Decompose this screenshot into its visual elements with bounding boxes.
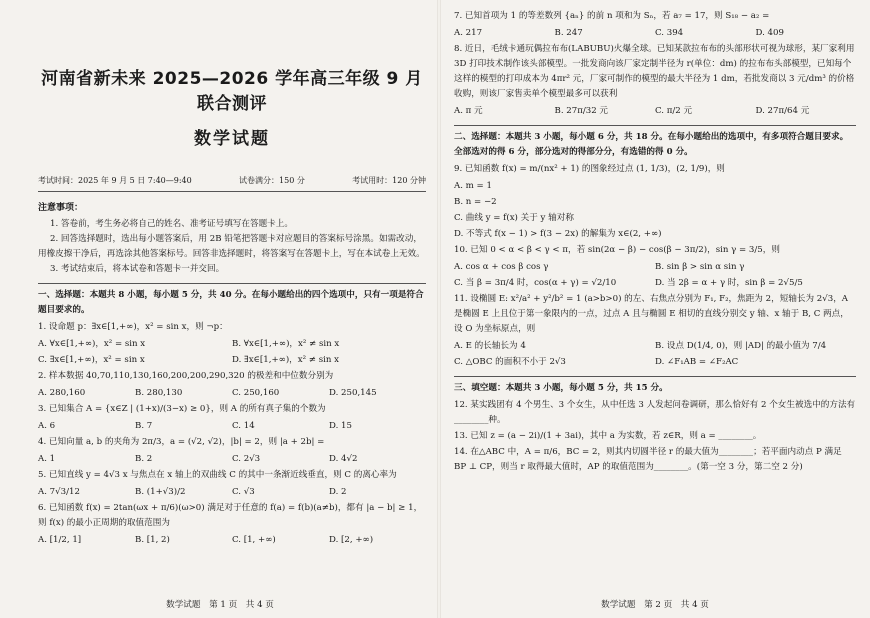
option-b: B. 2 — [135, 454, 153, 464]
option-c: C. 曲线 y = f(x) 关于 y 轴对称 — [454, 213, 574, 223]
section-heading: 三、填空题：本题共 3 小题，每小题 5 分，共 15 分。 — [454, 376, 856, 396]
exam-duration: 考试用时：120 分钟 — [352, 176, 426, 185]
option-b: B. [1, 2) — [135, 535, 170, 545]
option-list — [38, 451, 426, 467]
option-b: B. 7 — [135, 421, 153, 431]
question-stem: 1. 设命题 p：∃x∈[1,+∞)，x² = sin x，则 ¬p： — [38, 322, 228, 332]
option-a: A. cos α + cos β cos γ — [454, 262, 549, 272]
option-b: B. sin β > sin α sin γ — [655, 262, 745, 272]
option-a: A. 1 — [38, 454, 56, 464]
option-c: C. ∃x∈[1,+∞)，x² = sin x — [38, 355, 145, 365]
option-d: D. 27π/64 元 — [755, 106, 810, 116]
option-a: A. 217 — [454, 28, 483, 38]
notice-item: 2. 回答选择题时，选出每小题答案后，用 2B 铅笔把答题卡对应题目的答案标号涂黑。如需改动，用橡皮擦干净后，再选涂其他答案标号。回答非选择题时，将答案写在答题卡上，写在本试卷上无效。 — [38, 234, 425, 259]
option-list — [454, 103, 856, 119]
notice-item: 3. 考试结束后，将本试卷和答题卡一并交回。 — [50, 264, 225, 274]
option-a: A. m = 1 — [454, 181, 492, 191]
question-stem: 7. 已知首项为 1 的等差数列 {aₙ} 的前 n 项和为 Sₙ，若 a₇ = 17，则 S₁₈ − a₂ = — [454, 11, 770, 21]
option-a: A. E 的长轴长为 4 — [454, 341, 526, 351]
exam-score: 试卷满分：150 分 — [239, 176, 305, 185]
option-list — [38, 385, 426, 401]
exam-time: 考试时间：2025 年 9 月 5 日 7:40—9:40 — [38, 176, 192, 185]
option-d: D. ∃x∈[1,+∞)，x² ≠ sin x — [232, 355, 340, 365]
option-b: B. 设点 D(1/4, 0)，则 |AD| 的最小值为 7/4 — [655, 341, 827, 351]
option-a: A. ∀x∈[1,+∞)，x² = sin x — [38, 339, 146, 349]
exam-title: 河南省新未来 2025—2026 学年高三年级 9 月联合测评 — [41, 69, 423, 114]
question-stem: 9. 已知函数 f(x) = m/(nx² + 1) 的图象经过点 (1, 1/3)，(2, 1/9)，则 — [454, 164, 725, 174]
option-list — [38, 484, 426, 500]
option-c: C. △OBC 的面积不小于 2√3 — [454, 357, 566, 367]
option-a: A. [1/2, 1] — [38, 535, 82, 545]
option-d: D. 不等式 f(x − 1) > f(3 − 2x) 的解集为 x∈(2, +∞) — [454, 229, 662, 239]
option-b: B. 27π/32 元 — [554, 106, 609, 116]
page-footer: 数学试题 第 2 页 共 4 页 — [601, 600, 709, 610]
option-d: D. 4√2 — [329, 454, 358, 464]
option-c: C. π/2 元 — [655, 106, 693, 116]
option-d: D. [2, +∞) — [329, 535, 374, 545]
fill-question: 13. 已知 z = (a − 2i)/(1 + 3ai)，其中 a 为实数，若 z∈R，则 a = ________。 — [454, 431, 762, 441]
option-d: D. 15 — [329, 421, 352, 431]
option-c: C. 394 — [655, 28, 684, 38]
option-c: C. 2√3 — [232, 454, 261, 464]
notice-item: 1. 答卷前，考生务必将自己的姓名、准考证号填写在答题卡上。 — [50, 219, 293, 229]
option-c: C. 250,160 — [232, 388, 280, 398]
option-d: D. 2 — [329, 487, 347, 497]
option-list — [38, 532, 426, 548]
option-c: C. 14 — [232, 421, 255, 431]
question-stem: 8. 近日，毛绒卡通玩偶拉布布(LABUBU)火爆全球。已知某款拉布布的头部形状可视为球形，某厂家利用 3D 打印技术制作该头部模型。一批发商向该厂家定制半径为 r(单位：dm) 的拉布布头部模型，已知每个这样的模型的打印成本为 4πr² 元，厂家可制作的模型的最大半径为 1 dm，若批发商以 3 元/dm³ 的价格收购，则该厂家售卖单个模型最多可以获利 — [454, 44, 855, 99]
option-a: A. 280,160 — [38, 388, 86, 398]
option-b: B. n = −2 — [454, 197, 497, 207]
question-stem: 5. 已知直线 y = 4√3 x 与焦点在 x 轴上的双曲线 C 的其中一条渐近线垂直，则 C 的离心率为 — [38, 470, 397, 480]
fill-question: 12. 某实践团有 4 个男生、3 个女生，从中任选 3 人发起问卷调研，那么恰好有 2 个女生被选中的方法有________种。 — [454, 400, 856, 425]
option-list — [454, 259, 856, 291]
option-d: D. 409 — [755, 28, 784, 38]
option-a: A. π 元 — [454, 106, 483, 116]
option-list — [454, 338, 856, 370]
option-d: D. 250,145 — [329, 388, 377, 398]
option-a: A. 6 — [38, 421, 56, 431]
exam-info-bar — [38, 175, 426, 192]
option-list — [38, 418, 426, 434]
question-stem: 10. 已知 0 < α < β < γ < π，若 sin(2α − β) − cos(β − 3π/2)，sin γ = 3/5，则 — [454, 245, 780, 255]
notice-title: 注意事项： — [38, 203, 84, 213]
option-c: C. 当 β = 3π/4 时，cos(α + γ) = √2/10 — [454, 278, 617, 288]
question-list — [454, 162, 856, 370]
question-stem: 4. 已知向量 a, b 的夹角为 2π/3，a = (√2, √2)，|b| = 2，则 |a + 2b| = — [38, 437, 325, 447]
option-b: B. 247 — [554, 28, 583, 38]
option-d: D. ∠F₁AB = ∠F₂AC — [655, 357, 739, 367]
page-footer: 数学试题 第 1 页 共 4 页 — [166, 600, 274, 610]
question-stem: 11. 设椭圆 E: x²/a² + y²/b² = 1 (a>b>0) 的左、右焦点分别为 F₁, F₂，焦距为 2，短轴长为 2√3，A 是椭圆 E 上且位于第一象限内的一点，过点 A 且与椭圆 E 相切的直线分别交 y 轴、x 轴于 B, C 两点，设 O 为坐标原点，则 — [454, 294, 849, 334]
section-heading: 二、选择题：本题共 3 小题，每小题 6 分，共 18 分。在每小题给出的选项中，有多项符合题目要求。全部选对的得 6 分，部分选对的得部分分，有选错的得 0 分。 — [454, 125, 856, 160]
question-stem: 6. 已知函数 f(x) = 2tan(ωx + π/6)(ω>0) 满足对于任意的 f(a) = f(b)(a≠b)，都有 |a − b| ≥ 1，则 f(x) 的最小正周期的取值范围为 — [38, 503, 423, 528]
question-stem: 2. 样本数据 40,70,110,130,160,200,200,290,320 的极差和中位数分别为 — [38, 371, 334, 381]
right-page — [440, 0, 870, 618]
option-c: C. √3 — [232, 487, 255, 497]
option-b: B. (1+√3)/2 — [135, 487, 186, 497]
option-c: C. [1, +∞) — [232, 535, 276, 545]
section-heading: 一、选择题：本题共 8 小题，每小题 5 分，共 40 分。在每小题给出的四个选项中，只有一项是符合题目要求的。 — [38, 283, 426, 318]
option-b: B. ∀x∈[1,+∞)，x² ≠ sin x — [232, 339, 340, 349]
question-list — [454, 9, 856, 119]
option-list — [454, 25, 856, 41]
option-list — [454, 178, 856, 242]
option-b: B. 280,130 — [135, 388, 183, 398]
option-a: A. 7√3/12 — [38, 487, 80, 497]
question-stem: 3. 已知集合 A = {x∈Z | (1+x)/(3−x) ≥ 0}，则 A 的所有真子集的个数为 — [38, 404, 326, 414]
option-d: D. 当 2β = α + γ 时，sin β = 2√5/5 — [655, 278, 803, 288]
question-list — [38, 320, 426, 548]
fill-question: 14. 在△ABC 中，A = π/6，BC = 2，则其内切圆半径 r 的最大值为________；若平面内动点 P 满足 BP ⊥ CP，则当 r 取得最大值时，AP 的取值范围为________。(第一空 3 分，第二空 2 分) — [454, 447, 842, 472]
exam-subject-title: 数学试题 — [194, 129, 270, 149]
option-list — [38, 336, 426, 368]
